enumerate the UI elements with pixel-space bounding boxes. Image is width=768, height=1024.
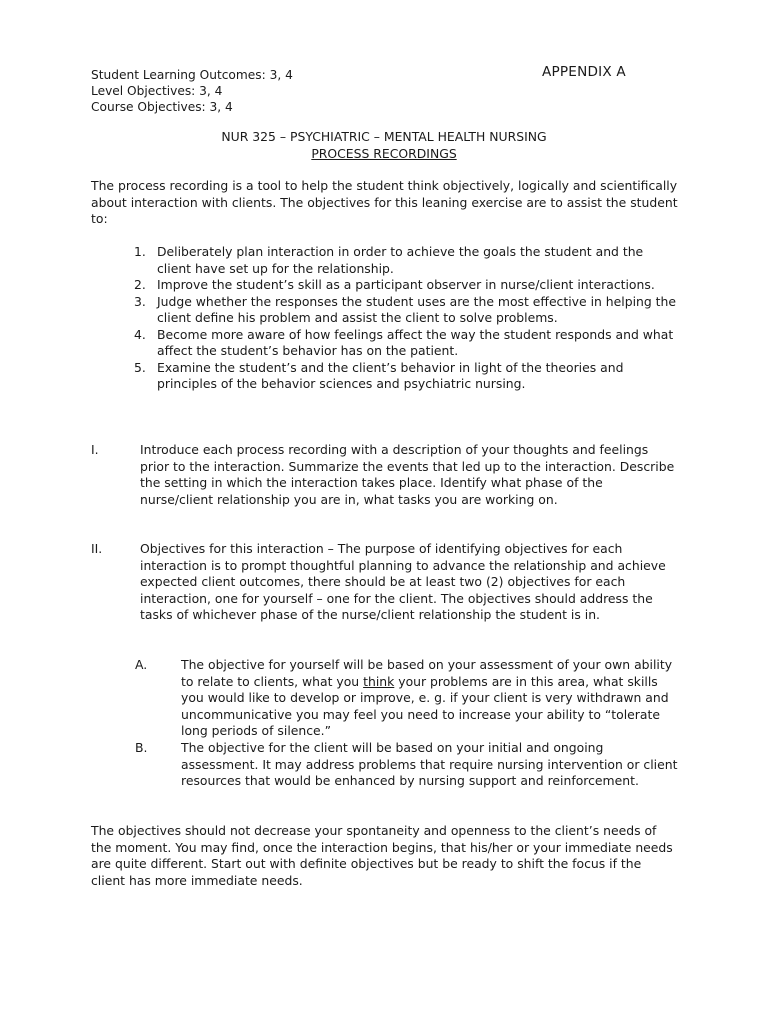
list-item-number: 1. bbox=[134, 244, 146, 259]
list-item-number: 4. bbox=[134, 326, 146, 342]
list-item bbox=[134, 360, 679, 393]
course-objectives: Course Objectives: 3, 4 bbox=[91, 100, 233, 114]
list-item-text: Improve the student’s skill as a participant observer in nurse/client interactions. bbox=[157, 277, 655, 292]
list-item bbox=[134, 327, 679, 360]
list-item-text: Become more aware of how feelings affect the way the student responds and what affect the student’s behavior has on the patient. bbox=[157, 326, 674, 358]
list-item bbox=[134, 244, 679, 277]
section-i-number: I. bbox=[91, 442, 99, 457]
subsection-a bbox=[135, 657, 679, 740]
subsection-a-text bbox=[181, 657, 679, 740]
section-ii bbox=[91, 541, 679, 624]
list-item-number: 5. bbox=[134, 359, 146, 375]
subsection-a-number: A. bbox=[135, 657, 148, 672]
list-item bbox=[134, 294, 679, 327]
document-title bbox=[91, 129, 677, 162]
objectives-list bbox=[134, 244, 679, 393]
list-item-number: 2. bbox=[134, 277, 146, 292]
subsection-b-number: B. bbox=[135, 740, 148, 755]
subsection-b-text: The objective for the client will be based on your initial and ongoing assessment. It may address problems that require nursing intervention or client resources that would be enhanced by nursing support and reinforcement. bbox=[181, 740, 678, 788]
section-title: PROCESS RECORDINGS bbox=[311, 145, 457, 161]
list-item-text: Examine the student’s and the client’s behavior in light of the theories and principles of the behavior sciences and psychiatric nursing. bbox=[157, 359, 624, 391]
subsection-a-text-before: The objective for yourself will be based on your assessment of your own ability to relate to clients, what you bbox=[181, 657, 673, 689]
list-item-text: Judge whether the responses the student uses are the most effective in helping the client define his problem and assist the client to solve problems. bbox=[157, 293, 677, 325]
student-learning-outcomes: Student Learning Outcomes: 3, 4 bbox=[91, 68, 293, 82]
subsection-a-text-after: your problems are in this area, what skills you would like to develop or improve, e. g. if your client is very withdrawn and uncommunicative you may feel you need to increase your ability to “tolerate long periods of silence.” bbox=[181, 673, 669, 738]
section-i-text: Introduce each process recording with a description of your thoughts and feelings prior to the interaction. Summarize the events that led up to the interaction. Describe the setting in which the interaction takes place. Identify what phase of the nurse/client relationship you are in, what tasks you are working on. bbox=[140, 442, 675, 507]
level-objectives: Level Objectives: 3, 4 bbox=[91, 84, 223, 98]
section-ii-number: II. bbox=[91, 541, 103, 556]
emphasis-think: think bbox=[363, 673, 395, 689]
section-i bbox=[91, 442, 679, 508]
subsection-b bbox=[135, 740, 679, 790]
closing-paragraph: The objectives should not decrease your spontaneity and openness to the client’s needs of the moment. You may find, once the interaction begins, that his/her or your immediate needs are quite different. Start out with definite objectives but be ready to shift the focus if the client has more immediate needs. bbox=[91, 823, 673, 888]
intro-paragraph: The process recording is a tool to help the student think objectively, logically and scientifically about interaction with clients. The objectives for this leaning exercise are to assist the student to: bbox=[91, 178, 678, 226]
appendix-label: APPENDIX A bbox=[542, 64, 626, 80]
objectives-header bbox=[91, 67, 293, 115]
list-item-number: 3. bbox=[134, 293, 146, 309]
list-item-text: Deliberately plan interaction in order to achieve the goals the student and the client have set up for the relationship. bbox=[157, 244, 644, 276]
section-ii-text: Objectives for this interaction – The purpose of identifying objectives for each interaction is to prompt thoughtful planning to advance the relationship and achieve expected client outcomes, there should be at least two (2) objectives for each interaction, one for yourself – one for the client. The objectives should address the tasks of whichever phase of the nurse/client relationship the student is in. bbox=[140, 541, 666, 622]
course-name: NUR 325 – PSYCHIATRIC – MENTAL HEALTH NURSING bbox=[221, 129, 547, 144]
list-item bbox=[134, 277, 679, 294]
